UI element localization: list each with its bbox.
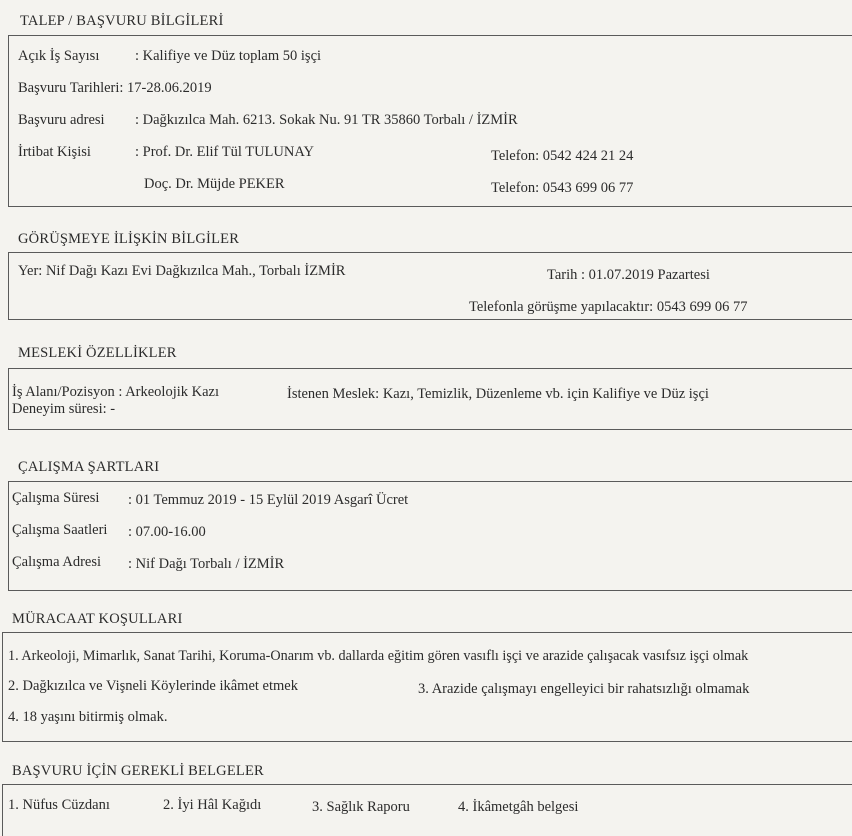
section-title-belgeler: BAŞVURU İÇİN GEREKLİ BELGELER (12, 763, 264, 779)
gorusme-tarih: Tarih : 01.07.2019 Pazartesi (547, 267, 710, 283)
irtibat-kisi-2: Doç. Dr. Müjde PEKER (144, 176, 285, 192)
belge-3: 3. Sağlık Raporu (312, 799, 410, 815)
is-alani: İş Alanı/Pozisyon : Arkeolojik Kazı (12, 384, 220, 400)
section-title-gorusme: GÖRÜŞMEYE İLİŞKİN BİLGİLER (18, 231, 240, 247)
belgeler-box (2, 784, 852, 836)
muracaat-item-4: 4. 18 yaşını bitirmiş olmak. (8, 709, 168, 725)
deneyim-suresi: Deneyim süresi: - (12, 401, 116, 417)
basvuru-adresi-value: : Dağkızılca Mah. 6213. Sokak Nu. 91 TR 35860 Torbalı / İZMİR (135, 112, 518, 128)
calisma-suresi-value: : 01 Temmuz 2019 - 15 Eylül 2019 Asgarî Ücret (128, 492, 409, 508)
telefon-2: Telefon: 0543 699 06 77 (491, 180, 634, 196)
section-title-calisma: ÇALIŞMA ŞARTLARI (18, 459, 160, 475)
section-title-talep: TALEP / BAŞVURU BİLGİLERİ (20, 13, 224, 29)
belge-1: 1. Nüfus Cüzdanı (8, 797, 110, 813)
section-title-mesleki: MESLEKİ ÖZELLİKLER (18, 345, 177, 361)
muracaat-item-2: 2. Dağkızılca ve Vişneli Köylerinde ikâmet etmek (8, 678, 298, 694)
basvuru-tarihleri: Başvuru Tarihleri: 17-28.06.2019 (18, 80, 212, 96)
istenen-meslek: İstenen Meslek: Kazı, Temizlik, Düzenleme vb. için Kalifiye ve Düz işçi (287, 386, 709, 402)
belge-2: 2. İyi Hâl Kağıdı (163, 797, 262, 813)
section-title-muracaat: MÜRACAAT KOŞULLARI (12, 611, 183, 627)
muracaat-item-3: 3. Arazide çalışmayı engelleyici bir rahatsızlığı olmamak (418, 681, 750, 697)
calisma-saatleri-value: : 07.00-16.00 (128, 524, 206, 540)
calisma-saatleri-label: Çalışma Saatleri (12, 522, 108, 538)
basvuru-adresi-label: Başvuru adresi (18, 112, 105, 128)
calisma-adresi-label: Çalışma Adresi (12, 554, 102, 570)
calisma-suresi-label: Çalışma Süresi (12, 490, 100, 506)
calisma-adresi-value: : Nif Dağı Torbalı / İZMİR (128, 556, 285, 572)
gorusme-telefon: Telefonla görüşme yapılacaktır: 0543 699 06 77 (469, 299, 748, 315)
muracaat-item-1: 1. Arkeoloji, Mimarlık, Sanat Tarihi, Koruma-Onarım vb. dallarda eğitim gören vasıflı işçi ve arazide çalışacak vasıfsız işçi olmak (8, 648, 749, 664)
telefon-1: Telefon: 0542 424 21 24 (491, 148, 634, 164)
irtibat-kisi-1: : Prof. Dr. Elif Tül TULUNAY (135, 144, 314, 160)
belge-4: 4. İkâmetgâh belgesi (458, 799, 579, 815)
acik-is-value: : Kalifiye ve Düz toplam 50 işçi (135, 48, 322, 64)
irtibat-label: İrtibat Kişisi (18, 144, 91, 160)
gorusme-yer: Yer: Nif Dağı Kazı Evi Dağkızılca Mah., Torbalı İZMİR (18, 263, 346, 279)
acik-is-label: Açık İş Sayısı (18, 48, 100, 64)
